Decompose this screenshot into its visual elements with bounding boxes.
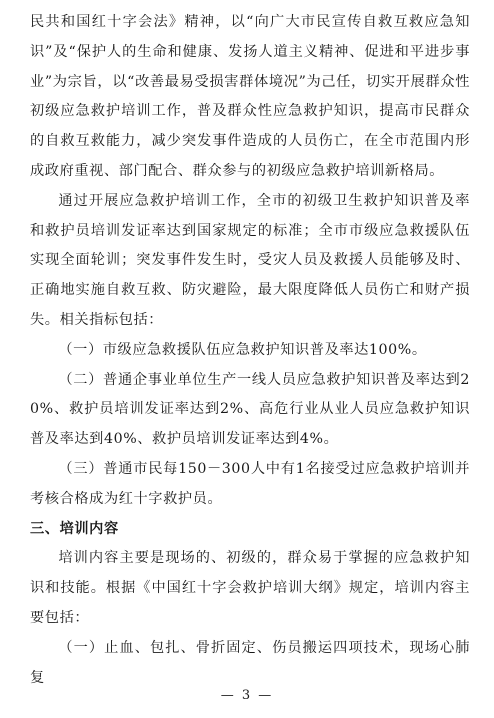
- training-item-1: （一）止血、包扎、骨折固定、伤员搬运四项技术，现场心肺复: [30, 639, 470, 686]
- paragraph-goals: 通过开展应急救护培训工作，全市的初级卫生救护知识普及率和救护员培训发证率达到国家规定的标准；全市市级应急救援队伍实现全面轮训；突发事件发生时，受灾人员及救援人员能够及时、正确地实施自救互救、防灾避险，最大限度降低人员伤亡和财产损失。相关指标包括：: [30, 192, 470, 328]
- indicator-item-3: （三）普通市民每150－300人中有1名接受过应急救护培训并考核合格成为红十字救护员。: [30, 460, 470, 507]
- section-heading-training-content: 三、培训内容: [30, 520, 119, 537]
- paragraph-training-content: 培训内容主要是现场的、初级的，群众易于掌握的应急救护知识和技能。根据《中国红十字会救护培训大纲》规定，培训内容主要包括：: [30, 550, 470, 626]
- page-number: — 3 —: [220, 688, 274, 703]
- document-body: [30, 8, 470, 693]
- paragraph-intro-continuation: 民共和国红十字会法》精神，以“向广大市民宣传自救互救应急知识”及“保护人的生命和健康、发扬人道主义精神、促进和平进步事业”为宗旨，以“改善最易受损害群体境况”为己任，切实开展群众性初级应急救护培训工作，普及群众性应急救护知识，提高市民群众的自救互救能力，减少突发事件造成的人员伤亡，在全市范围内形成政府重视、部门配合、群众参与的初级应急救护培训新格局。: [30, 14, 470, 179]
- indicator-item-1: （一）市级应急救援队伍应急救护知识普及率达100%。: [58, 341, 427, 358]
- indicator-item-2: （二）普通企事业单位生产一线人员应急救护知识普及率达到20%、救护员培训发证率达到2%、高危行业从业人员应急救护知识普及率达到40%、救护员培训发证率达到4%。: [30, 371, 470, 448]
